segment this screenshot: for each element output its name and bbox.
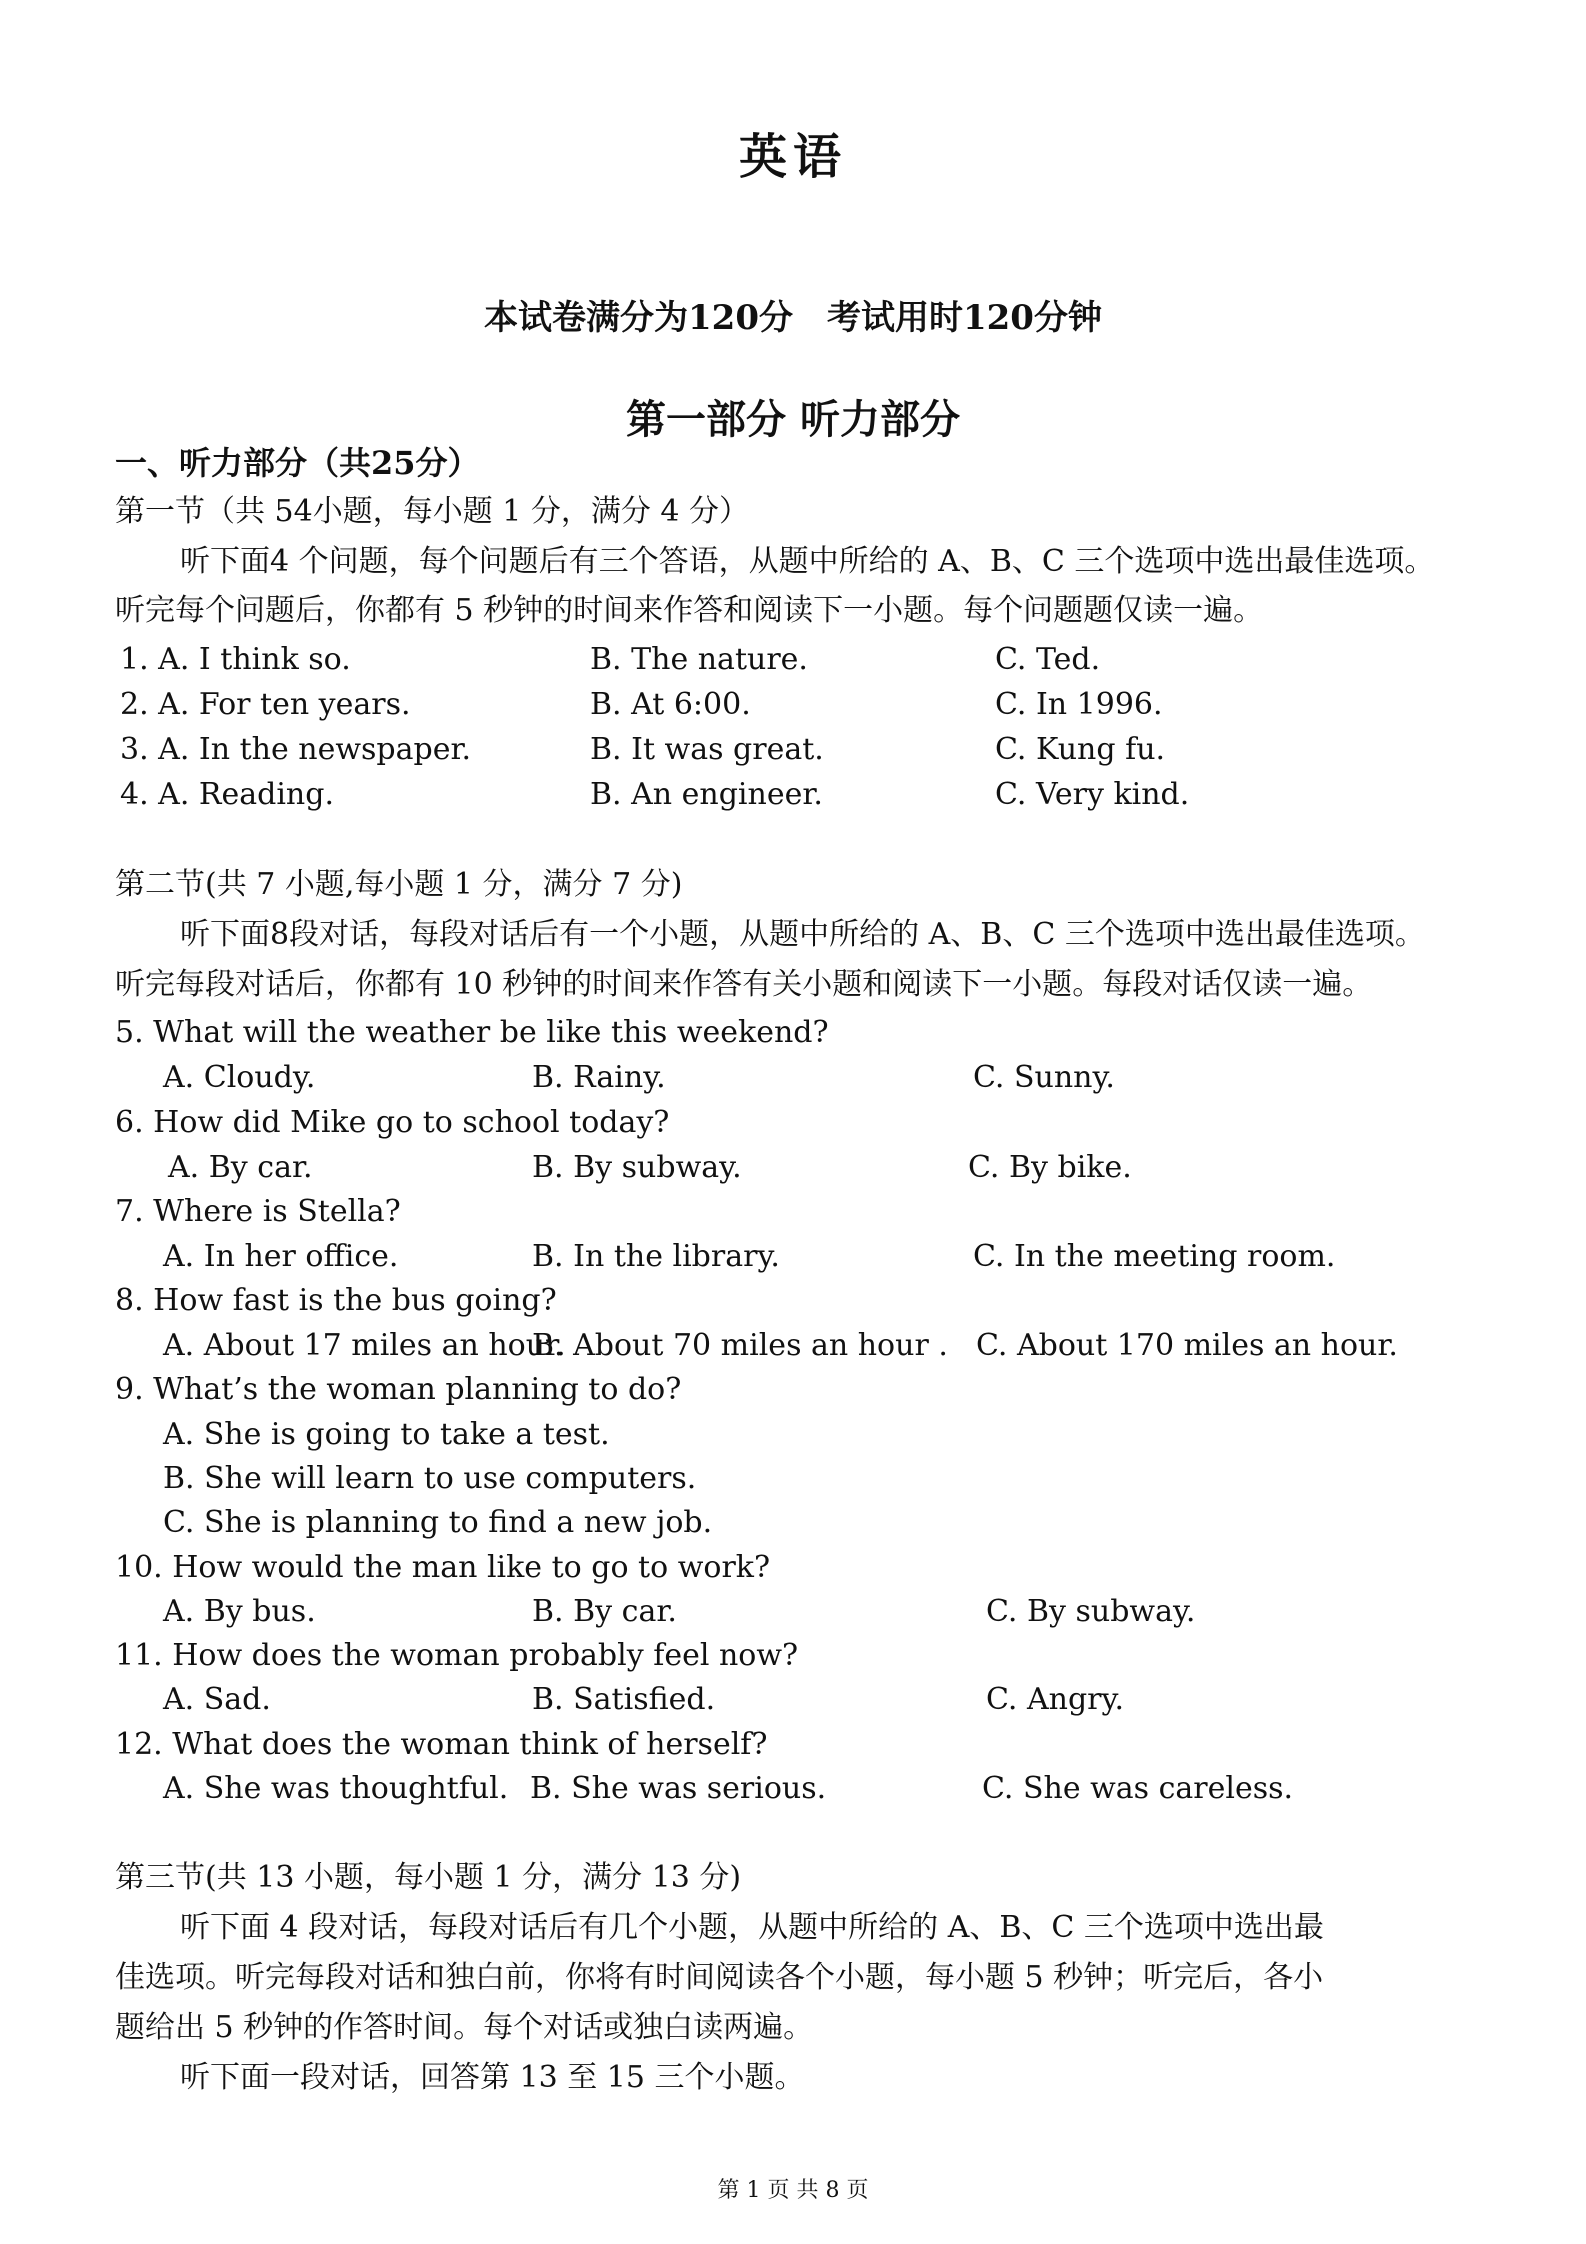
option-c: C. Sunny. <box>973 1060 1115 1095</box>
part-title: 第一部分 听力部分 <box>626 396 960 443</box>
exam-info: 本试卷满分为120分 考试用时120分钟 <box>484 298 1102 338</box>
section-3-instruction: 听下面一段对话，回答第 13 至 15 三个小题。 <box>180 2060 805 2095</box>
option-b: B. By car. <box>532 1594 677 1629</box>
section-2-instruction: 听完每段对话后，你都有 10 秒钟的时间来作答有关小题和阅读下一小题。每段对话仅读一遍。 <box>115 967 1373 1002</box>
option-a: A. In her office. <box>163 1239 399 1274</box>
option-c: C. About 170 miles an hour. <box>976 1328 1398 1363</box>
option-b: B. In the library. <box>532 1239 780 1274</box>
option-c: C. By subway. <box>986 1594 1196 1629</box>
option-a: A. By car. <box>168 1150 313 1185</box>
option-c: C. In 1996. <box>995 687 1163 722</box>
section-3-header: 第三节(共 13 小题，每小题 1 分，满分 13 分) <box>115 1860 742 1895</box>
section-3-instruction: 题给出 5 秒钟的作答时间。每个对话或独白读两遍。 <box>115 2010 814 2045</box>
section-3-instruction: 佳选项。听完每段对话和独白前，你将有时间阅读各个小题，每小题 5 秒钟；听完后，各小 <box>115 1960 1324 1995</box>
section-2-instruction: 听下面8段对话，每段对话后有一个小题，从题中所给的 A、B、C 三个选项中选出最佳选项。 <box>180 917 1425 952</box>
option-c: C. Kung fu. <box>995 732 1166 767</box>
option-a: A. She is going to take a test. <box>163 1417 610 1452</box>
option-b: B. She was serious. <box>530 1771 827 1806</box>
question: 9. What’s the woman planning to do? <box>115 1372 682 1407</box>
section-2-header: 第二节(共 7 小题,每小题 1 分，满分 7 分) <box>115 867 683 902</box>
section-1-instruction: 听完每个问题后，你都有 5 秒钟的时间来作答和阅读下一小题。每个问题题仅读一遍。 <box>115 593 1264 628</box>
option-a: A. About 17 miles an hour. <box>163 1328 566 1363</box>
option-a: A. Cloudy. <box>163 1060 316 1095</box>
option-b: B. By subway. <box>532 1150 742 1185</box>
option-c: C. Very kind. <box>995 777 1190 812</box>
option-a: A. By bus. <box>163 1594 316 1629</box>
option-b: B. She will learn to use computers. <box>163 1461 697 1496</box>
option-b: B. About 70 miles an hour . <box>532 1328 948 1363</box>
option-a: 1. A. I think so. <box>120 642 351 677</box>
option-b: B. It was great. <box>590 732 824 767</box>
option-b: B. Rainy. <box>532 1060 666 1095</box>
question: 10. How would the man like to go to work? <box>115 1550 771 1585</box>
question: 5. What will the weather be like this weekend? <box>115 1015 829 1050</box>
section-3-instruction: 听下面 4 段对话，每段对话后有几个小题，从题中所给的 A、B、C 三个选项中选出最 <box>180 1910 1324 1945</box>
section-heading: 一、听力部分（共25分） <box>115 444 480 482</box>
question: 6. How did Mike go to school today? <box>115 1105 670 1140</box>
question: 8. How fast is the bus going? <box>115 1283 557 1318</box>
option-b: B. Satisfied. <box>532 1682 716 1717</box>
option-a: 2. A. For ten years. <box>120 687 411 722</box>
option-b: B. At 6:00. <box>590 687 751 722</box>
option-a: A. Sad. <box>163 1682 271 1717</box>
option-a: A. She was thoughtful. <box>163 1771 509 1806</box>
option-c: C. In the meeting room. <box>973 1239 1336 1274</box>
option-c: C. By bike. <box>968 1150 1132 1185</box>
page-title: 英语 <box>738 129 847 185</box>
option-c: C. Angry. <box>986 1682 1124 1717</box>
option-c: C. She is planning to find a new job. <box>163 1505 713 1540</box>
section-1-header: 第一节（共 54小题，每小题 1 分，满分 4 分） <box>115 494 750 529</box>
option-a: 4. A. Reading. <box>120 777 334 812</box>
section-1-instruction: 听下面4 个问题，每个问题后有三个答语，从题中所给的 A、B、C 三个选项中选出最佳选项。 <box>180 544 1435 579</box>
question: 12. What does the woman think of herself? <box>115 1727 768 1762</box>
question: 11. How does the woman probably feel now? <box>115 1638 799 1673</box>
option-a: 3. A. In the newspaper. <box>120 732 472 767</box>
option-c: C. She was careless. <box>982 1771 1294 1806</box>
option-b: B. The nature. <box>590 642 808 677</box>
question: 7. Where is Stella? <box>115 1194 401 1229</box>
option-b: B. An engineer. <box>590 777 823 812</box>
option-c: C. Ted. <box>995 642 1101 677</box>
page-number: 第 1 页 共 8 页 <box>717 2178 869 2203</box>
